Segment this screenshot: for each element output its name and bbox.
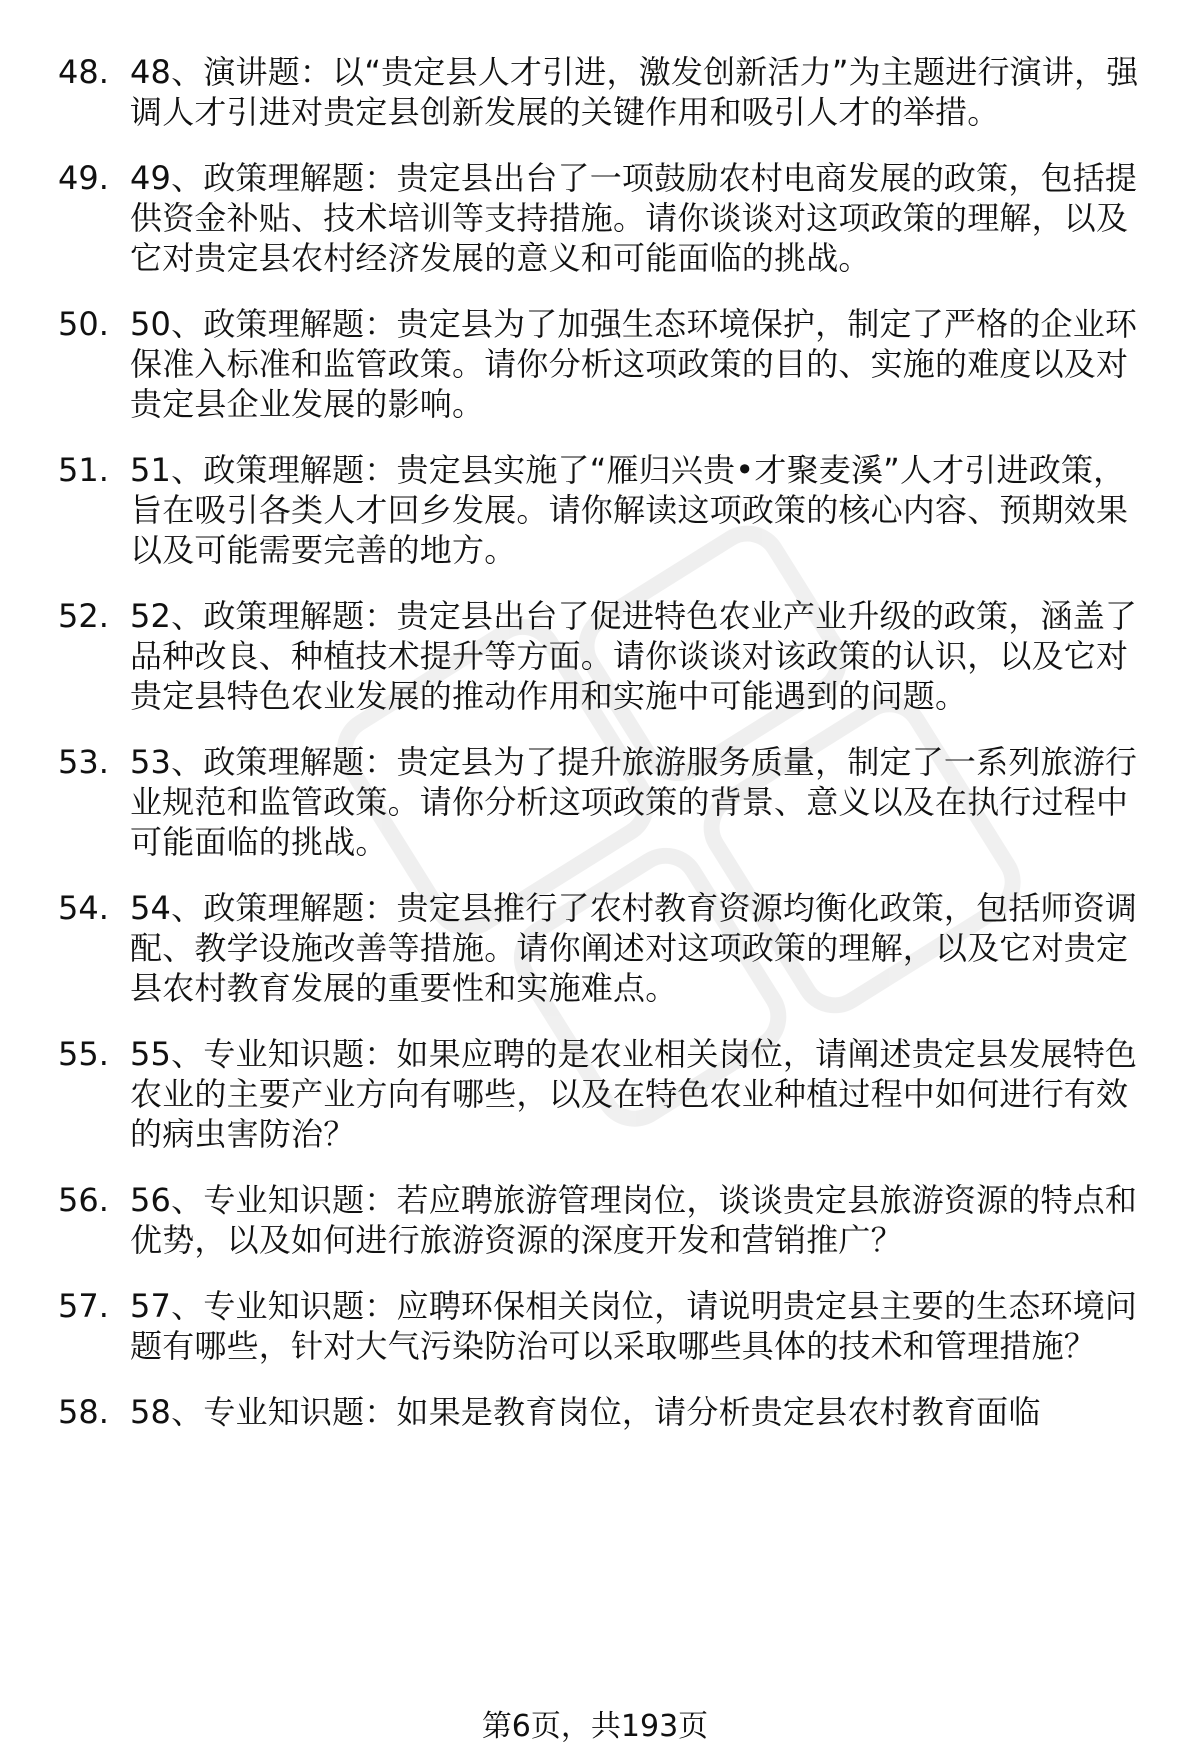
question-item	[58, 1286, 1158, 1366]
question-text: 56、专业知识题：若应聘旅游管理岗位，谈谈贵定县旅游资源的特点和优势，以及如何进行旅游资源的深度开发和营销推广？	[130, 1181, 1138, 1259]
question-text: 57、专业知识题：应聘环保相关岗位，请说明贵定县主要的生态环境问题有哪些，针对大气污染防治可以采取哪些具体的技术和管理措施？	[130, 1287, 1138, 1365]
question-number: 52.	[58, 597, 109, 635]
question-number: 50.	[58, 305, 109, 343]
question-number: 57.	[58, 1287, 109, 1325]
question-text: 49、政策理解题：贵定县出台了一项鼓励农村电商发展的政策，包括提供资金补贴、技术培训等支持措施。请你谈谈对这项政策的理解，以及它对贵定县农村经济发展的意义和可能面临的挑战。	[130, 159, 1138, 277]
question-number: 53.	[58, 743, 109, 781]
question-text: 58、专业知识题：如果是教育岗位，请分析贵定县农村教育面临	[130, 1393, 1041, 1431]
question-item	[58, 1392, 1158, 1432]
question-item	[58, 1180, 1158, 1260]
question-item	[58, 1034, 1158, 1154]
question-number: 55.	[58, 1035, 109, 1073]
question-item	[58, 304, 1158, 424]
question-item	[58, 742, 1158, 862]
page-footer	[0, 1710, 1190, 1744]
question-number: 56.	[58, 1181, 109, 1219]
question-item	[58, 888, 1158, 1008]
question-item	[58, 158, 1158, 278]
question-text: 50、政策理解题：贵定县为了加强生态环境保护，制定了严格的企业环保准入标准和监管政策。请你分析这项政策的目的、实施的难度以及对贵定县企业发展的影响。	[130, 305, 1138, 423]
question-text: 55、专业知识题：如果应聘的是农业相关岗位，请阐述贵定县发展特色农业的主要产业方向有哪些，以及在特色农业种植过程中如何进行有效的病虫害防治？	[130, 1035, 1138, 1153]
question-list	[58, 52, 1158, 1458]
question-text: 48、演讲题：以“贵定县人才引进，激发创新活力”为主题进行演讲，强调人才引进对贵定县创新发展的关键作用和吸引人才的举措。	[130, 53, 1139, 131]
question-item	[58, 450, 1158, 570]
question-text: 52、政策理解题：贵定县出台了促进特色农业产业升级的政策，涵盖了品种改良、种植技术提升等方面。请你谈谈对该政策的认识，以及它对贵定县特色农业发展的推动作用和实施中可能遇到的问题。	[130, 597, 1138, 715]
question-item	[58, 596, 1158, 716]
question-number: 48.	[58, 53, 109, 91]
question-number: 49.	[58, 159, 109, 197]
question-item	[58, 52, 1158, 132]
question-number: 58.	[58, 1393, 109, 1431]
question-number: 54.	[58, 889, 109, 927]
question-text: 54、政策理解题：贵定县推行了农村教育资源均衡化政策，包括师资调配、教学设施改善等措施。请你阐述对这项政策的理解，以及它对贵定县农村教育发展的重要性和实施难点。	[130, 889, 1138, 1007]
question-text: 53、政策理解题：贵定县为了提升旅游服务质量，制定了一系列旅游行业规范和监管政策。请你分析这项政策的背景、意义以及在执行过程中可能面临的挑战。	[130, 743, 1138, 861]
question-number: 51.	[58, 451, 109, 489]
page-number-label: 第6页，共193页	[481, 1709, 709, 1744]
question-text: 51、政策理解题：贵定县实施了“雁归兴贵•才聚麦溪”人才引进政策，旨在吸引各类人才回乡发展。请你解读这项政策的核心内容、预期效果以及可能需要完善的地方。	[130, 451, 1129, 569]
